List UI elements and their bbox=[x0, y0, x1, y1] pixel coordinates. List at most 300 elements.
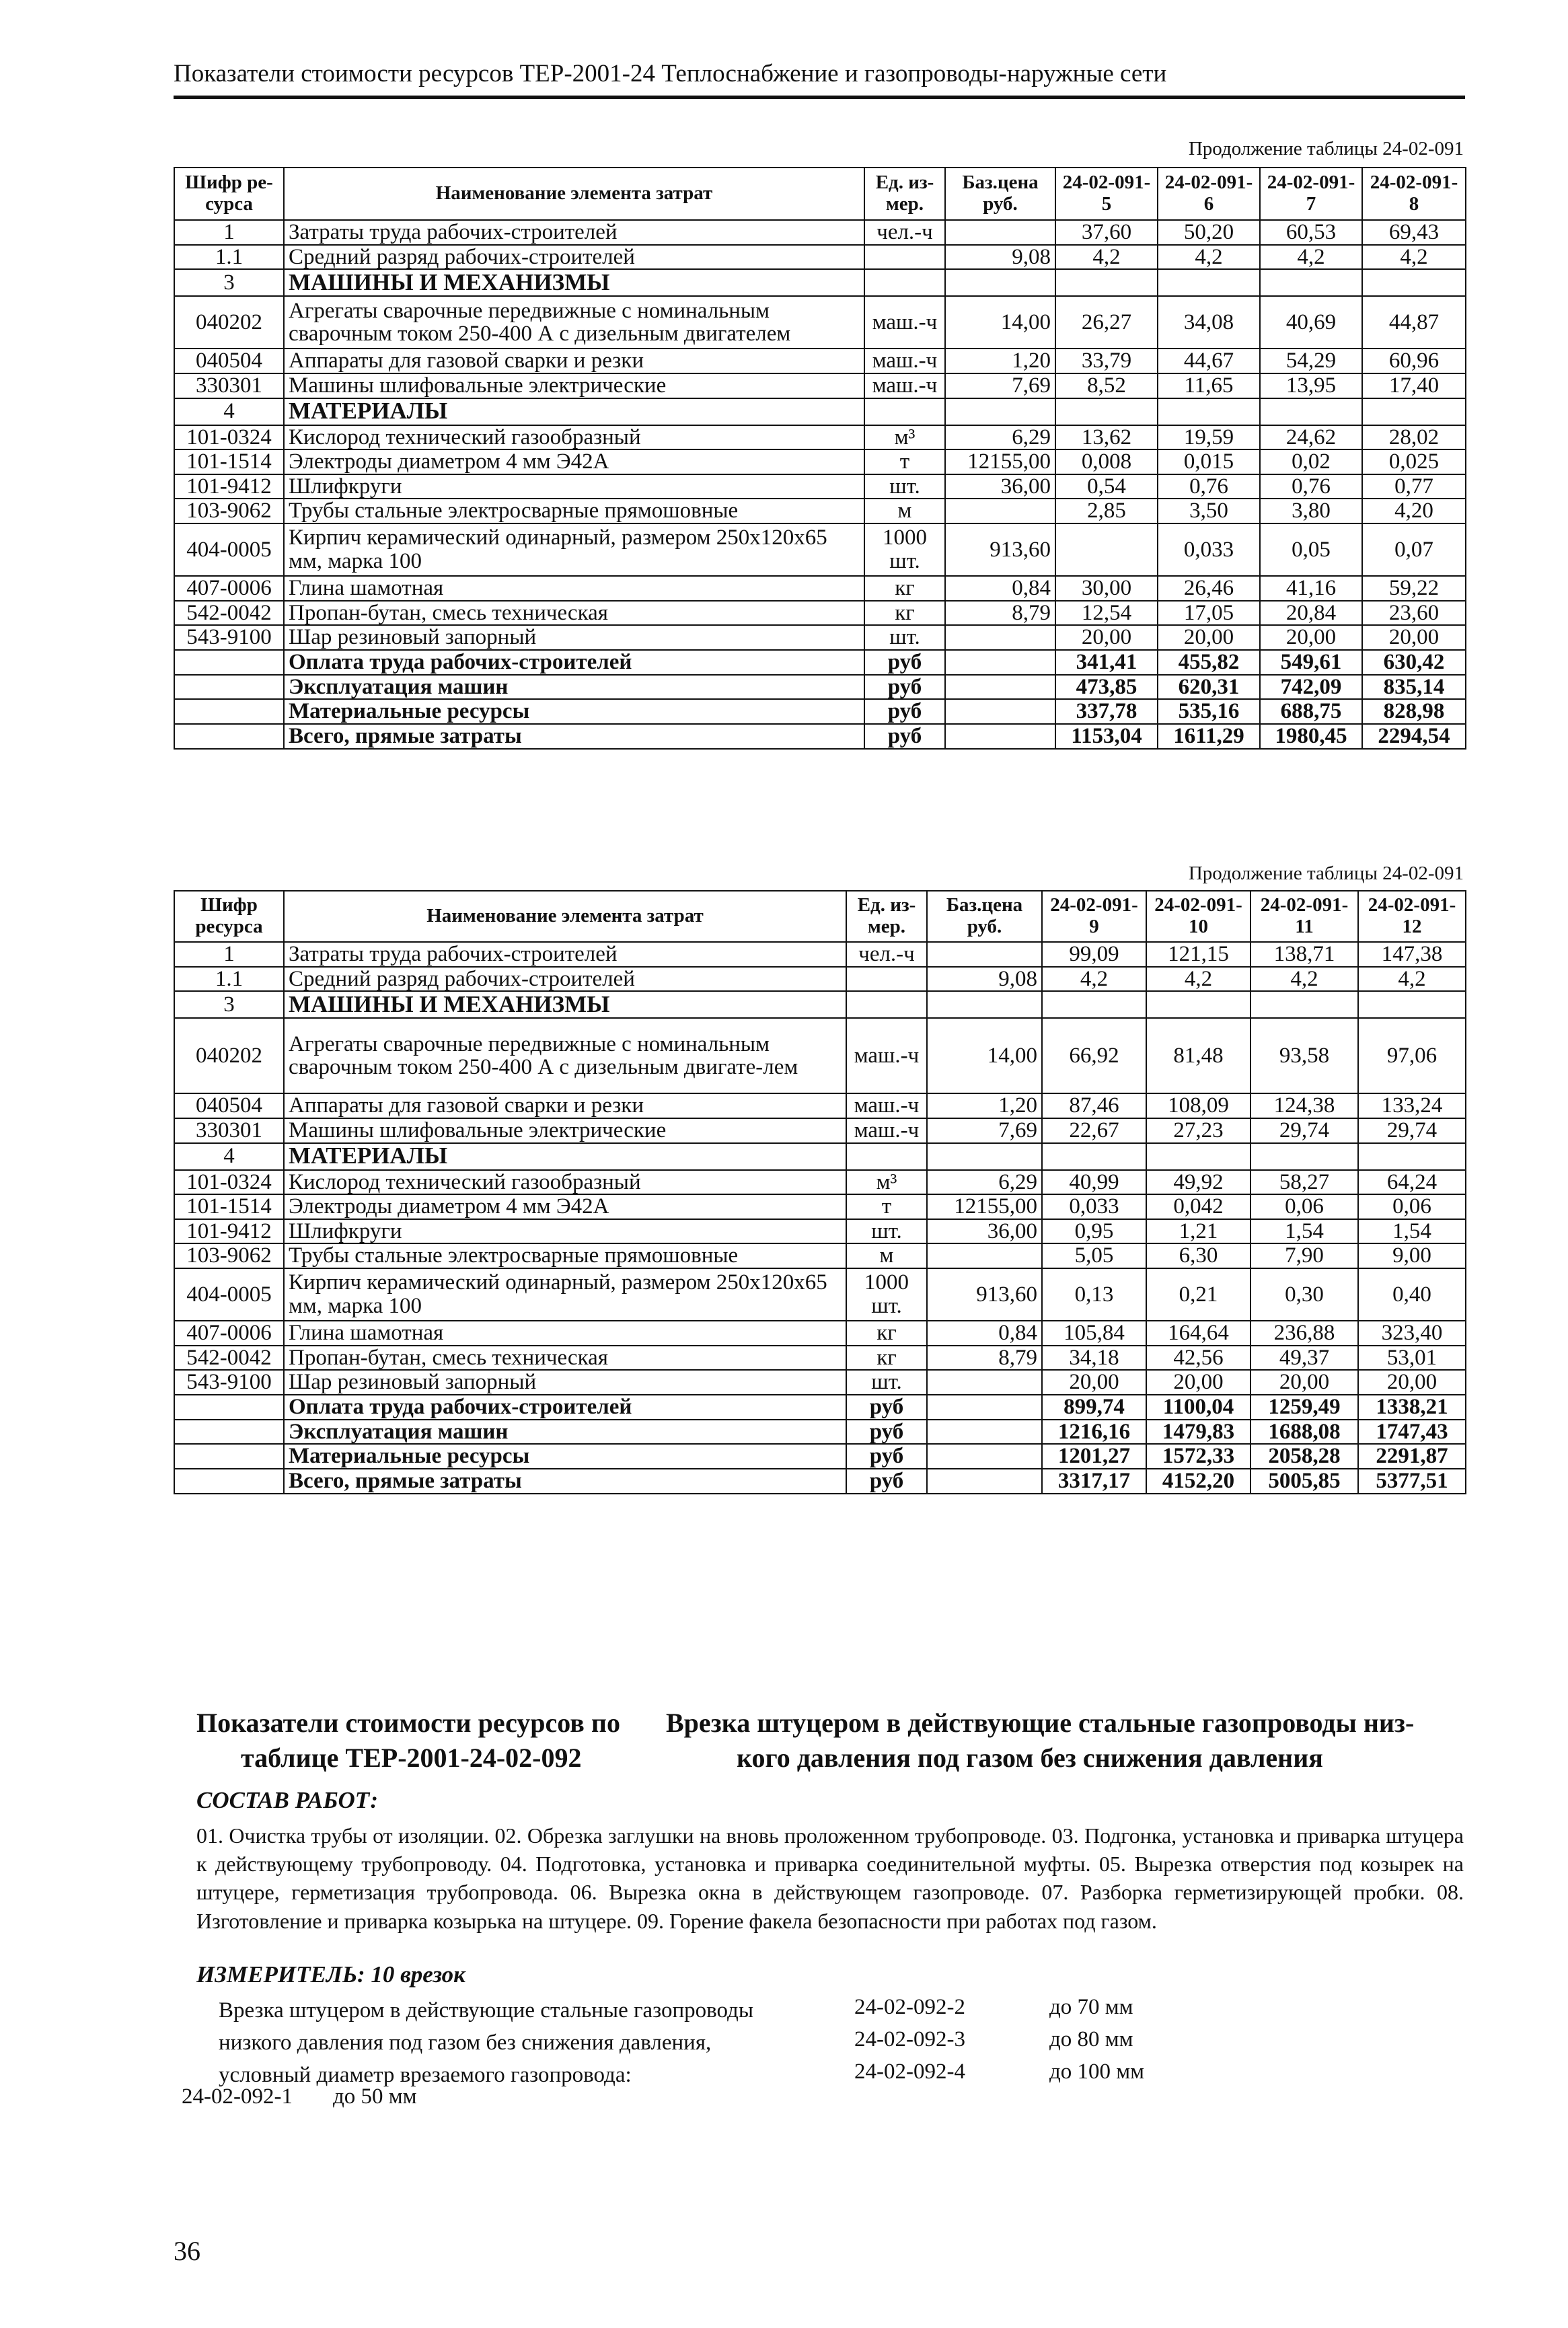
norm-value: 20,00 bbox=[1358, 1370, 1466, 1395]
norm-value: 0,033 bbox=[1042, 1194, 1146, 1219]
base-price: 8,79 bbox=[945, 601, 1055, 626]
norm-value: 0,21 bbox=[1146, 1268, 1250, 1321]
norm-value: 4,2 bbox=[1250, 967, 1358, 992]
base-price bbox=[945, 675, 1055, 700]
norm-value: 1980,45 bbox=[1260, 724, 1362, 749]
total-row bbox=[174, 1469, 1466, 1494]
norm-value: 13,62 bbox=[1055, 425, 1158, 450]
norm-value: 11,65 bbox=[1158, 373, 1260, 398]
section-row bbox=[174, 991, 1466, 1018]
cost-element-name: Трубы стальные электросварные прямошовные bbox=[284, 1243, 846, 1268]
cost-element-name: Пропан-бутан, смесь техническая bbox=[284, 601, 864, 626]
norm-value: 59,22 bbox=[1362, 576, 1466, 601]
col-header-norm: 24-02-091-6 bbox=[1158, 168, 1260, 220]
norm-value: 40,99 bbox=[1042, 1170, 1146, 1195]
norm-value: 164,64 bbox=[1146, 1321, 1250, 1346]
total-row bbox=[174, 699, 1466, 724]
cost-element-name: Эксплуатация машин bbox=[284, 1420, 846, 1445]
norm-value: 0,008 bbox=[1055, 449, 1158, 474]
col-header-norm: 24-02-091-10 bbox=[1146, 891, 1250, 942]
unit-cell: маш.-ч bbox=[864, 349, 945, 373]
total-row bbox=[174, 724, 1466, 749]
resource-code: 542-0042 bbox=[174, 601, 284, 626]
norm-value: 4,2 bbox=[1260, 245, 1362, 270]
resource-code: 040504 bbox=[174, 1093, 284, 1118]
base-price bbox=[927, 1395, 1042, 1420]
cost-element-name: Оплата труда рабочих-строителей bbox=[284, 1395, 846, 1420]
base-price: 12155,00 bbox=[945, 449, 1055, 474]
col-header-name: Наименование элемента затрат bbox=[284, 168, 864, 220]
cost-element-name: Материальные ресурсы bbox=[284, 1444, 846, 1469]
resource-table-1 bbox=[174, 167, 1466, 750]
col-header-code: Шифр ресурса bbox=[174, 891, 284, 942]
resource-code: 101-0324 bbox=[174, 1170, 284, 1195]
norm-value: 64,24 bbox=[1358, 1170, 1466, 1195]
norm-value: 0,033 bbox=[1158, 523, 1260, 576]
base-price: 14,00 bbox=[945, 296, 1055, 349]
norm-value: 9,00 bbox=[1358, 1243, 1466, 1268]
norm-value: 535,16 bbox=[1158, 699, 1260, 724]
norm-value: 0,76 bbox=[1158, 474, 1260, 499]
cost-element-name: Глина шамотная bbox=[284, 1321, 846, 1346]
table-row bbox=[174, 474, 1466, 499]
norm-value: 87,46 bbox=[1042, 1093, 1146, 1118]
section-row bbox=[174, 398, 1466, 425]
table-row bbox=[174, 1118, 1466, 1143]
norm-value: 17,40 bbox=[1362, 373, 1466, 398]
resource-code: 1.1 bbox=[174, 245, 284, 270]
norm-value: 341,41 bbox=[1055, 650, 1158, 675]
col-header-name: Наименование элемента затрат bbox=[284, 891, 846, 942]
cost-element-name: Электроды диаметром 4 мм Э42А bbox=[284, 449, 864, 474]
norm-value: 26,27 bbox=[1055, 296, 1158, 349]
table-row bbox=[174, 1321, 1466, 1346]
cost-element-name: Средний разряд рабочих-строителей bbox=[284, 967, 846, 992]
norm-value: 5377,51 bbox=[1358, 1469, 1466, 1494]
norm-value: 0,95 bbox=[1042, 1219, 1146, 1244]
table-row bbox=[174, 425, 1466, 450]
norm-value: 0,77 bbox=[1362, 474, 1466, 499]
norm-value: 630,42 bbox=[1362, 650, 1466, 675]
col-header-price: Баз.цена руб. bbox=[945, 168, 1055, 220]
norm-value bbox=[1260, 269, 1362, 296]
norm-value: 4,20 bbox=[1362, 499, 1466, 523]
unit-cell: м bbox=[864, 499, 945, 523]
norm-value: 1259,49 bbox=[1250, 1395, 1358, 1420]
norm-value: 121,15 bbox=[1146, 942, 1250, 967]
cost-element-name: МАТЕРИАЛЫ bbox=[284, 398, 864, 425]
norm-value: 0,40 bbox=[1358, 1268, 1466, 1321]
norm-value: 0,30 bbox=[1250, 1268, 1358, 1321]
norm-value: 8,52 bbox=[1055, 373, 1158, 398]
base-price: 9,08 bbox=[945, 245, 1055, 270]
table-row bbox=[174, 373, 1466, 398]
resource-code: 040202 bbox=[174, 296, 284, 349]
unit-cell: т bbox=[864, 449, 945, 474]
cost-element-name: Материальные ресурсы bbox=[284, 699, 864, 724]
norm-value: 3,50 bbox=[1158, 499, 1260, 523]
resource-code: 404-0005 bbox=[174, 523, 284, 576]
norm-value: 20,00 bbox=[1042, 1370, 1146, 1395]
resource-code: 330301 bbox=[174, 373, 284, 398]
norm-value: 4,2 bbox=[1042, 967, 1146, 992]
page-number: 36 bbox=[174, 2236, 200, 2266]
base-price: 7,69 bbox=[927, 1118, 1042, 1143]
norm-value: 69,43 bbox=[1362, 220, 1466, 245]
norm-value: 1338,21 bbox=[1358, 1395, 1466, 1420]
cost-element-name: Шлифкруги bbox=[284, 474, 864, 499]
norm-value: 1572,33 bbox=[1146, 1444, 1250, 1469]
table1-body bbox=[174, 220, 1466, 749]
cost-element-name: Затраты труда рабочих-строителей bbox=[284, 220, 864, 245]
norm-value: 455,82 bbox=[1158, 650, 1260, 675]
table-row bbox=[174, 1370, 1466, 1395]
unit-cell: чел.-ч bbox=[864, 220, 945, 245]
table2-body bbox=[174, 942, 1466, 1494]
norm-value: 0,76 bbox=[1260, 474, 1362, 499]
norm-value: 3317,17 bbox=[1042, 1469, 1146, 1494]
resource-code: 040202 bbox=[174, 1018, 284, 1093]
norm-code: 24-02-092-3 bbox=[854, 2027, 965, 2051]
norm-value: 2,85 bbox=[1055, 499, 1158, 523]
unit-cell: шт. bbox=[864, 625, 945, 650]
base-price: 36,00 bbox=[945, 474, 1055, 499]
base-price: 6,29 bbox=[945, 425, 1055, 450]
norm-value: 66,92 bbox=[1042, 1018, 1146, 1093]
resource-code: 040504 bbox=[174, 349, 284, 373]
resource-code bbox=[174, 724, 284, 749]
base-price bbox=[945, 699, 1055, 724]
cost-element-name: Глина шамотная bbox=[284, 576, 864, 601]
norm-value: 93,58 bbox=[1250, 1018, 1358, 1093]
cost-element-name: Электроды диаметром 4 мм Э42А bbox=[284, 1194, 846, 1219]
norm-value: 0,02 bbox=[1260, 449, 1362, 474]
section-row bbox=[174, 1143, 1466, 1170]
norm-value bbox=[1358, 991, 1466, 1018]
norm-value: 236,88 bbox=[1250, 1321, 1358, 1346]
norm-value bbox=[1260, 398, 1362, 425]
col-header-price: Баз.цена руб. bbox=[927, 891, 1042, 942]
norm-value bbox=[1042, 1143, 1146, 1170]
table-row bbox=[174, 1093, 1466, 1118]
resource-code bbox=[174, 699, 284, 724]
resource-code bbox=[174, 1444, 284, 1469]
unit-cell: кг bbox=[864, 576, 945, 601]
norm-value: 49,37 bbox=[1250, 1346, 1358, 1371]
norm-value: 5005,85 bbox=[1250, 1469, 1358, 1494]
norm-value: 20,00 bbox=[1362, 625, 1466, 650]
norm-value: 124,38 bbox=[1250, 1093, 1358, 1118]
table2-header-row bbox=[174, 891, 1466, 942]
norm-value: 34,18 bbox=[1042, 1346, 1146, 1371]
norm-value: 20,84 bbox=[1260, 601, 1362, 626]
norm-value: 29,74 bbox=[1358, 1118, 1466, 1143]
norm-value: 0,025 bbox=[1362, 449, 1466, 474]
resource-code: 3 bbox=[174, 269, 284, 296]
norm-value bbox=[1362, 398, 1466, 425]
norm-value: 13,95 bbox=[1260, 373, 1362, 398]
total-row bbox=[174, 1444, 1466, 1469]
section-left-title-2: таблице ТЕР-2001-24-02-092 bbox=[241, 1743, 582, 1773]
base-price bbox=[945, 269, 1055, 296]
norm-value: 0,54 bbox=[1055, 474, 1158, 499]
norm-value: 1100,04 bbox=[1146, 1395, 1250, 1420]
col-header-norm: 24-02-091-12 bbox=[1358, 891, 1466, 942]
base-price: 6,29 bbox=[927, 1170, 1042, 1195]
unit-cell: кг bbox=[864, 601, 945, 626]
norm-value: 29,74 bbox=[1250, 1118, 1358, 1143]
norm-value: 835,14 bbox=[1362, 675, 1466, 700]
norm-value: 147,38 bbox=[1358, 942, 1466, 967]
unit-cell: шт. bbox=[846, 1370, 927, 1395]
unit-cell bbox=[864, 269, 945, 296]
cost-element-name: Эксплуатация машин bbox=[284, 675, 864, 700]
norm-value: 2294,54 bbox=[1362, 724, 1466, 749]
table-row bbox=[174, 601, 1466, 626]
table-row bbox=[174, 220, 1466, 245]
norm-value: 4,2 bbox=[1055, 245, 1158, 270]
norm-value: 688,75 bbox=[1260, 699, 1362, 724]
norm-value: 1,54 bbox=[1358, 1219, 1466, 1244]
table-row bbox=[174, 1018, 1466, 1093]
norm-value: 105,84 bbox=[1042, 1321, 1146, 1346]
table1-header-row bbox=[174, 168, 1466, 220]
cost-element-name: Трубы стальные электросварные прямошовные bbox=[284, 499, 864, 523]
resource-code: 404-0005 bbox=[174, 1268, 284, 1321]
norm-code: 24-02-092-4 bbox=[854, 2060, 965, 2084]
total-row bbox=[174, 1395, 1466, 1420]
norm-value: 20,00 bbox=[1146, 1370, 1250, 1395]
unit-cell: 1000 шт. bbox=[846, 1268, 927, 1321]
cost-element-name: Машины шлифовальные электрические bbox=[284, 1118, 846, 1143]
norm-value: 23,60 bbox=[1362, 601, 1466, 626]
resource-code bbox=[174, 650, 284, 675]
cost-element-name: Кирпич керамический одинарный, размером 250х120х65 мм, марка 100 bbox=[284, 1268, 846, 1321]
cost-element-name: Кирпич керамический одинарный, размером 250х120х65 мм, марка 100 bbox=[284, 523, 864, 576]
table-row bbox=[174, 576, 1466, 601]
table-row bbox=[174, 942, 1466, 967]
norm-value: 81,48 bbox=[1146, 1018, 1250, 1093]
norm-value: 337,78 bbox=[1055, 699, 1158, 724]
norm-value: 0,06 bbox=[1358, 1194, 1466, 1219]
norm-value: 1611,29 bbox=[1158, 724, 1260, 749]
norm-value: 0,13 bbox=[1042, 1268, 1146, 1321]
unit-cell bbox=[846, 967, 927, 992]
norm-value: 17,05 bbox=[1158, 601, 1260, 626]
table2-continuation: Продолжение таблицы 24-02-091 bbox=[1188, 863, 1464, 884]
unit-cell bbox=[846, 1143, 927, 1170]
cost-element-name: Аппараты для газовой сварки и резки bbox=[284, 349, 864, 373]
norm-value: 5,05 bbox=[1042, 1243, 1146, 1268]
base-price: 1,20 bbox=[927, 1093, 1042, 1118]
norm-value: 1479,83 bbox=[1146, 1420, 1250, 1445]
norm-value: 34,08 bbox=[1158, 296, 1260, 349]
base-price: 0,84 bbox=[945, 576, 1055, 601]
unit-cell: руб bbox=[846, 1469, 927, 1494]
unit-cell: маш.-ч bbox=[846, 1118, 927, 1143]
norm-value: 0,042 bbox=[1146, 1194, 1250, 1219]
base-price: 8,79 bbox=[927, 1346, 1042, 1371]
norm-value: 41,16 bbox=[1260, 576, 1362, 601]
cost-element-name: Шлифкруги bbox=[284, 1219, 846, 1244]
cost-element-name: Оплата труда рабочих-строителей bbox=[284, 650, 864, 675]
resource-code: 101-1514 bbox=[174, 1194, 284, 1219]
table-row bbox=[174, 245, 1466, 270]
norm-value: 1216,16 bbox=[1042, 1420, 1146, 1445]
base-price bbox=[927, 991, 1042, 1018]
cost-element-name: Шар резиновый запорный bbox=[284, 1370, 846, 1395]
norm-value bbox=[1042, 991, 1146, 1018]
unit-cell: чел.-ч bbox=[846, 942, 927, 967]
unit-cell: кг bbox=[846, 1346, 927, 1371]
norm-value: 473,85 bbox=[1055, 675, 1158, 700]
norm-value: 40,69 bbox=[1260, 296, 1362, 349]
table-row bbox=[174, 499, 1466, 523]
norm-value: 0,07 bbox=[1362, 523, 1466, 576]
table-row bbox=[174, 967, 1466, 992]
norm-value bbox=[1055, 398, 1158, 425]
unit-cell bbox=[864, 398, 945, 425]
unit-cell: шт. bbox=[864, 474, 945, 499]
unit-cell: м³ bbox=[864, 425, 945, 450]
norm-value: 49,92 bbox=[1146, 1170, 1250, 1195]
norm-value: 1,21 bbox=[1146, 1219, 1250, 1244]
base-price: 7,69 bbox=[945, 373, 1055, 398]
norm-value: 620,31 bbox=[1158, 675, 1260, 700]
unit-cell: маш.-ч bbox=[864, 296, 945, 349]
norm-value: 37,60 bbox=[1055, 220, 1158, 245]
unit-cell: маш.-ч bbox=[846, 1093, 927, 1118]
base-price bbox=[927, 1243, 1042, 1268]
norm-value: 28,02 bbox=[1362, 425, 1466, 450]
unit-cell: руб bbox=[864, 675, 945, 700]
norm-value: 4,2 bbox=[1362, 245, 1466, 270]
resource-code: 3 bbox=[174, 991, 284, 1018]
resource-code bbox=[174, 1469, 284, 1494]
base-price bbox=[927, 1370, 1042, 1395]
table-row bbox=[174, 1346, 1466, 1371]
norm-value: 26,46 bbox=[1158, 576, 1260, 601]
norm-value bbox=[1055, 523, 1158, 576]
resource-code bbox=[174, 1395, 284, 1420]
norm-value: 44,87 bbox=[1362, 296, 1466, 349]
base-price bbox=[945, 625, 1055, 650]
resource-code: 1 bbox=[174, 942, 284, 967]
norm-value: 549,61 bbox=[1260, 650, 1362, 675]
norm-value: 24,62 bbox=[1260, 425, 1362, 450]
composition-text: 01. Очистка трубы от изоляции. 02. Обрезка заглушки на вновь проложенном трубопроводе. 03. Подгонка, установка и приварка штуцера к действующему трубопроводу. 04. Подготовка, установка и приварка соединительной муфты. 05. Вырезка отверстия под козырек на штуцере, герметизация трубопровода. 06. Вырезка окна в действующем газопроводе. 07. Разборка герметизирующей пробки. 08. Изготовление и приварка козырька на штуцере. 09. Горение факела безопасности при работах под газом. bbox=[196, 1823, 1464, 1933]
table-row bbox=[174, 1243, 1466, 1268]
norm-value: 99,09 bbox=[1042, 942, 1146, 967]
unit-cell bbox=[864, 245, 945, 270]
cost-element-name: МАТЕРИАЛЫ bbox=[284, 1143, 846, 1170]
norm-value: 742,09 bbox=[1260, 675, 1362, 700]
col-header-norm: 24-02-091-9 bbox=[1042, 891, 1146, 942]
norm-value: 30,00 bbox=[1055, 576, 1158, 601]
table-row bbox=[174, 1268, 1466, 1321]
norm-value bbox=[1055, 269, 1158, 296]
norm-value: 2058,28 bbox=[1250, 1444, 1358, 1469]
norm-value bbox=[1358, 1143, 1466, 1170]
norm-value: 4,2 bbox=[1146, 967, 1250, 992]
base-price bbox=[945, 499, 1055, 523]
norm-size: до 100 мм bbox=[1049, 2060, 1145, 2084]
base-price bbox=[927, 1143, 1042, 1170]
resource-code: 407-0006 bbox=[174, 576, 284, 601]
header-rule bbox=[174, 96, 1465, 99]
cost-element-name: Аппараты для газовой сварки и резки bbox=[284, 1093, 846, 1118]
unit-cell: шт. bbox=[846, 1219, 927, 1244]
base-price: 12155,00 bbox=[927, 1194, 1042, 1219]
norm-code: 24-02-092-1 bbox=[182, 2084, 293, 2109]
norm-value: 44,67 bbox=[1158, 349, 1260, 373]
norm-value: 4152,20 bbox=[1146, 1469, 1250, 1494]
total-row bbox=[174, 650, 1466, 675]
norm-value: 3,80 bbox=[1260, 499, 1362, 523]
norm-value bbox=[1158, 269, 1260, 296]
norm-value: 2291,87 bbox=[1358, 1444, 1466, 1469]
resource-code: 4 bbox=[174, 398, 284, 425]
resource-code: 330301 bbox=[174, 1118, 284, 1143]
norm-value: 20,00 bbox=[1055, 625, 1158, 650]
table-row bbox=[174, 625, 1466, 650]
base-price bbox=[927, 1444, 1042, 1469]
base-price bbox=[927, 1469, 1042, 1494]
norm-value: 133,24 bbox=[1358, 1093, 1466, 1118]
norm-value: 12,54 bbox=[1055, 601, 1158, 626]
unit-cell: маш.-ч bbox=[864, 373, 945, 398]
col-header-norm: 24-02-091-11 bbox=[1250, 891, 1358, 942]
norm-size: до 50 мм bbox=[333, 2084, 417, 2109]
cost-element-name: Средний разряд рабочих-строителей bbox=[284, 245, 864, 270]
measure-label: ИЗМЕРИТЕЛЬ: 10 врезок bbox=[196, 1961, 465, 1988]
norm-value bbox=[1146, 1143, 1250, 1170]
norm-value: 27,23 bbox=[1146, 1118, 1250, 1143]
base-price: 0,84 bbox=[927, 1321, 1042, 1346]
table-row bbox=[174, 1170, 1466, 1195]
norm-value: 4,2 bbox=[1358, 967, 1466, 992]
norm-value: 0,015 bbox=[1158, 449, 1260, 474]
norm-value: 50,20 bbox=[1158, 220, 1260, 245]
section-row bbox=[174, 269, 1466, 296]
unit-cell: м bbox=[846, 1243, 927, 1268]
resource-code: 1.1 bbox=[174, 967, 284, 992]
measure-description: Врезка штуцером в действующие стальные газопроводы низкого давления под газом без снижения давления, условный диаметр врезаемого газопровода: bbox=[219, 1998, 754, 2087]
norm-value: 0,06 bbox=[1250, 1194, 1358, 1219]
norm-value bbox=[1250, 1143, 1358, 1170]
col-header-norm: 24-02-091-8 bbox=[1362, 168, 1466, 220]
norm-value: 20,00 bbox=[1250, 1370, 1358, 1395]
norm-value: 6,30 bbox=[1146, 1243, 1250, 1268]
table-row bbox=[174, 349, 1466, 373]
norm-size: до 80 мм bbox=[1049, 2027, 1133, 2051]
norm-value: 138,71 bbox=[1250, 942, 1358, 967]
cost-element-name: Всего, прямые затраты bbox=[284, 724, 864, 749]
norm-size: до 70 мм bbox=[1049, 1995, 1133, 2019]
unit-cell: т bbox=[846, 1194, 927, 1219]
resource-table-2 bbox=[174, 890, 1466, 1494]
total-row bbox=[174, 1420, 1466, 1445]
unit-cell: кг bbox=[846, 1321, 927, 1346]
composition-label: СОСТАВ РАБОТ: bbox=[196, 1787, 379, 1813]
norm-value: 20,00 bbox=[1158, 625, 1260, 650]
base-price: 9,08 bbox=[927, 967, 1042, 992]
resource-code bbox=[174, 675, 284, 700]
col-header-unit: Ед. из-мер. bbox=[846, 891, 927, 942]
norm-value: 1747,43 bbox=[1358, 1420, 1466, 1445]
cost-element-name: Кислород технический газообразный bbox=[284, 425, 864, 450]
norm-value: 19,59 bbox=[1158, 425, 1260, 450]
